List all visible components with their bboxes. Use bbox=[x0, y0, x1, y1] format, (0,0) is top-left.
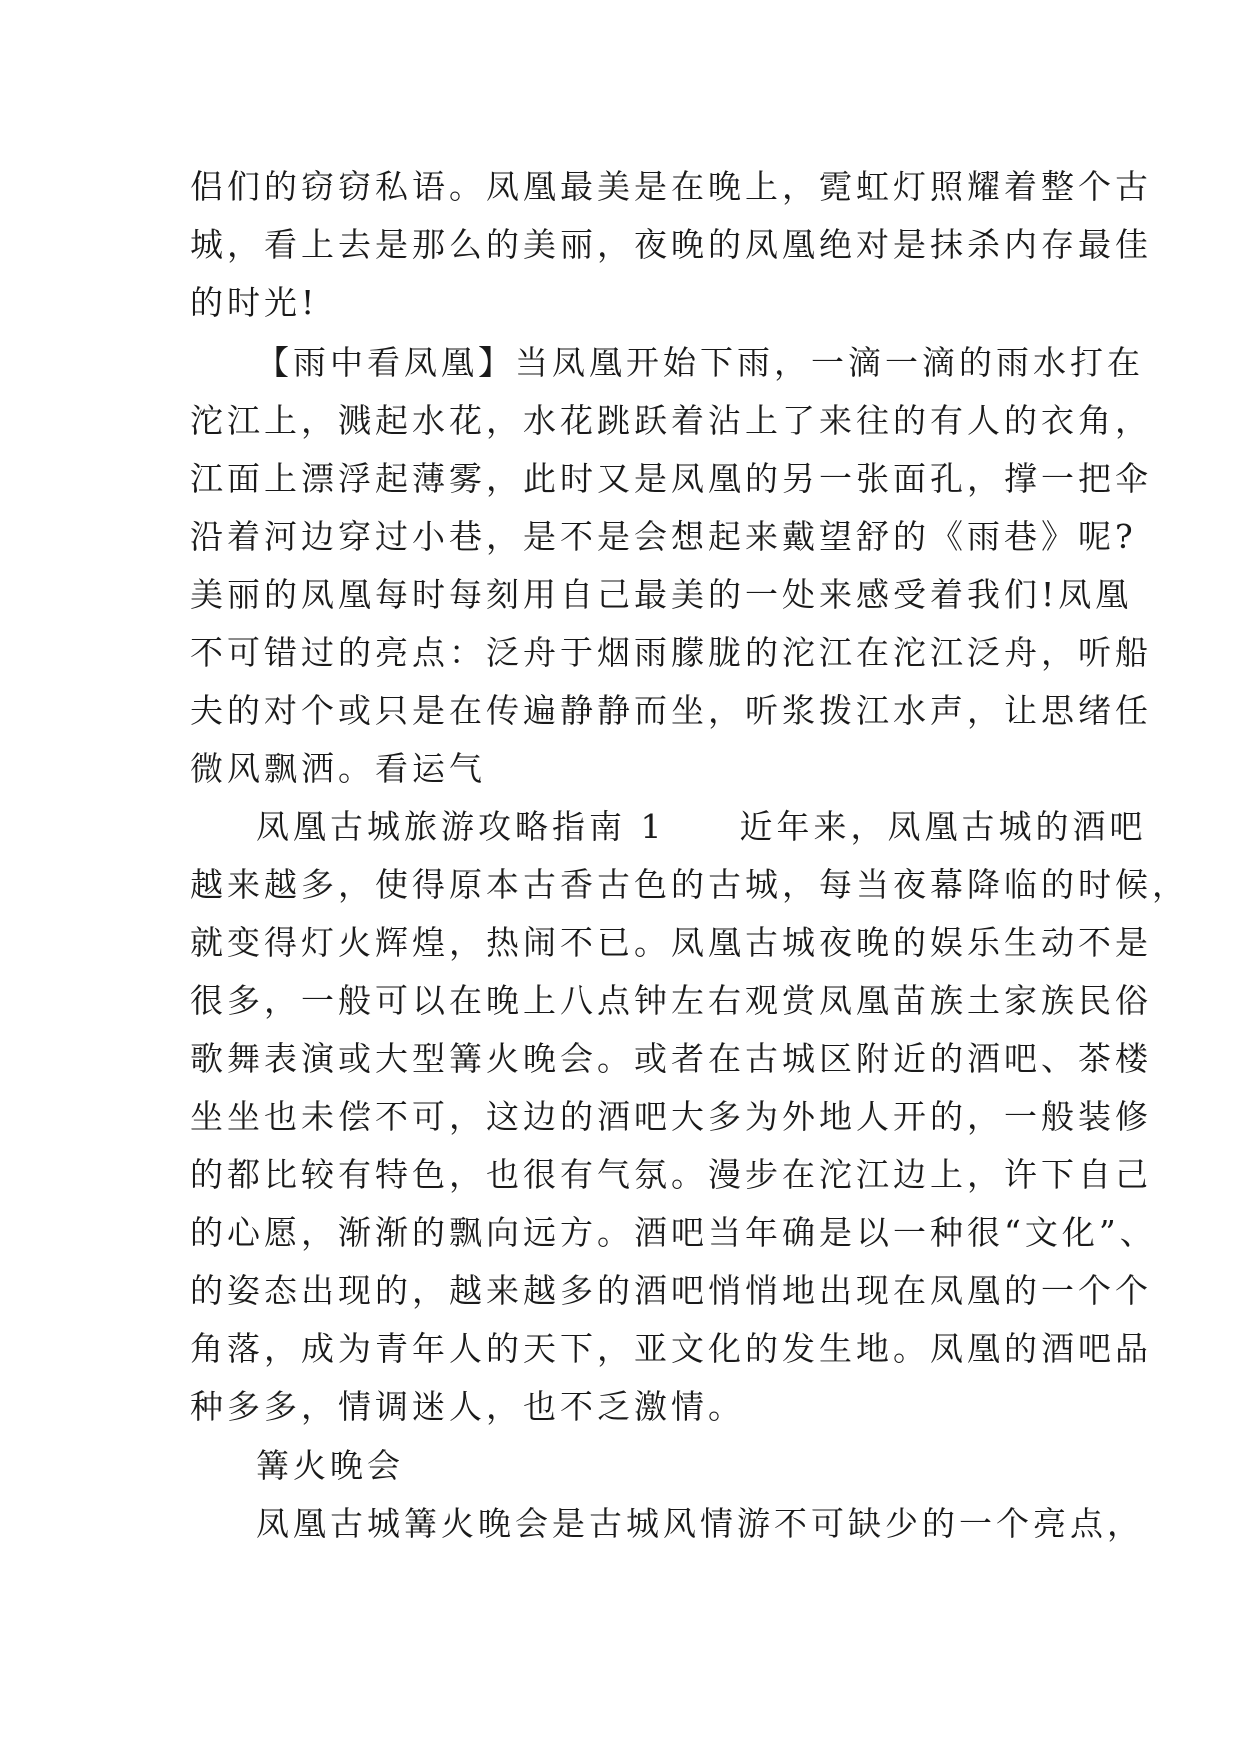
text-line: 微风飘洒。看运气 bbox=[190, 749, 486, 788]
text-line: 不可错过的亮点：泛舟于烟雨朦胧的沱江在沱江泛舟，听船 bbox=[190, 633, 1152, 672]
paragraph-bars bbox=[190, 798, 1189, 1436]
paragraph-night-view bbox=[190, 158, 1152, 332]
text-line: 沱江上，溅起水花，水花跳跃着沾上了来往的有人的衣角， bbox=[190, 401, 1152, 440]
text-line: 江面上漂浮起薄雾，此时又是凤凰的另一张面孔，撑一把伞 bbox=[190, 459, 1152, 498]
text-line: 的都比较有特色，也很有气氛。漫步在沱江边上，许下自己 bbox=[190, 1155, 1152, 1194]
section-heading-bonfire bbox=[190, 1437, 1060, 1495]
text-line: 的时光! bbox=[190, 283, 319, 322]
text-line: 的心愿，渐渐的飘向远方。酒吧当年确是以一种很“文化”、 bbox=[190, 1213, 1157, 1252]
text-line: 凤凰古城篝火晚会是古城风情游不可缺少的一个亮点， bbox=[256, 1504, 1144, 1543]
text-line: 沿着河边穿过小巷，是不是会想起来戴望舒的《雨巷》呢? bbox=[190, 517, 1137, 556]
text-line: 的姿态出现的，越来越多的酒吧悄悄地出现在凤凰的一个个 bbox=[190, 1271, 1152, 1310]
text-line: 凤凰古城旅游攻略指南 1 近年来，凤凰古城的酒吧 bbox=[256, 807, 1147, 846]
section-heading: 篝火晚会 bbox=[256, 1446, 404, 1485]
text-line: 坐坐也未偿不可，这边的酒吧大多为外地人开的，一般装修 bbox=[190, 1097, 1152, 1136]
text-line: 很多，一般可以在晚上八点钟左右观赏凤凰苗族土家族民俗 bbox=[190, 981, 1152, 1020]
text-line: 就变得灯火辉煌，热闹不已。凤凰古城夜晚的娱乐生动不是 bbox=[190, 923, 1152, 962]
text-line: 夫的对个或只是在传遍静静而坐，听浆拨江水声，让思绪任 bbox=[190, 691, 1152, 730]
text-line: 【雨中看凤凰】当凤凰开始下雨，一滴一滴的雨水打在 bbox=[256, 343, 1144, 382]
text-line: 城，看上去是那么的美丽，夜晚的凤凰绝对是抹杀内存最佳 bbox=[190, 225, 1152, 264]
paragraph-bonfire bbox=[190, 1495, 1144, 1553]
paragraph-rain-view bbox=[190, 334, 1152, 798]
text-line: 越来越多，使得原本古香古色的古城，每当夜幕降临的时候， bbox=[190, 865, 1189, 904]
text-line: 角落，成为青年人的天下，亚文化的发生地。凤凰的酒吧品 bbox=[190, 1329, 1152, 1368]
text-line: 侣们的窃窃私语。凤凰最美是在晚上，霓虹灯照耀着整个古 bbox=[190, 167, 1152, 206]
text-line: 美丽的凤凰每时每刻用自己最美的一处来感受着我们!凤凰 bbox=[190, 575, 1133, 614]
text-line: 歌舞表演或大型篝火晚会。或者在古城区附近的酒吧、茶楼 bbox=[190, 1039, 1152, 1078]
text-line: 种多多，情调迷人，也不乏激情。 bbox=[190, 1387, 745, 1426]
